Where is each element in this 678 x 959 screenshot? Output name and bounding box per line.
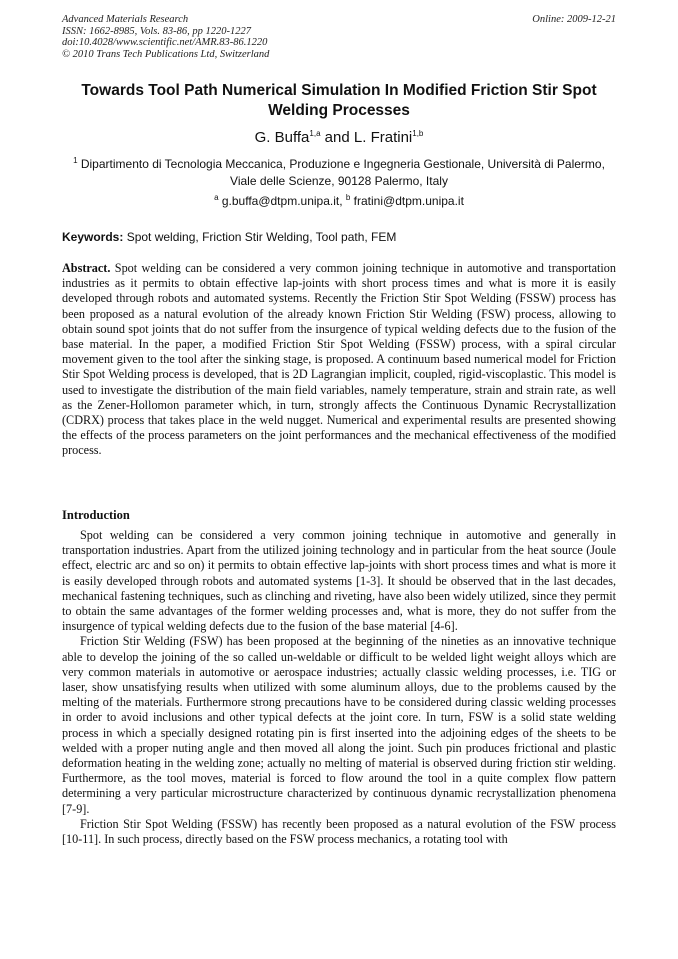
paragraph: Friction Stir Welding (FSW) has been proposed at the beginning of the nineties as an innovative technique able to develop the joining of the so called un-weldable or difficult to be welded light weight alloys which are very common materials in automotive or aerospace industries; actually classic welding processes, i.e. TIG or laser, show unsatisfying results when utilized with some aluminum alloys, due to the problems caused by the melting of the materials. Furthermore strong precautions have to be considered during classic welding processes in order to avoid inclusions and other typical defects at the joint core. In turn, FSW is a solid state welding process in which a specially designed rotating pin is first inserted into the adjoining edges of the sheets to be welded with a proper nuting angle and then moved all along the joint. Such pin produces frictional and plastic deformation heating in the welding zone; actually no melting of material is observed during friction stir welding. Furthermore, as the tool moves, material is forced to flow around the tool in a quite complex flow pattern determining a very particular microstructure characterized by continuous dynamic recrystallization phenomena [7-9].: [62, 634, 616, 816]
abstract-label: Abstract.: [62, 261, 111, 275]
paragraph: Friction Stir Spot Welding (FSSW) has recently been proposed as a natural evolution of the FSW process [10-11]. In such process, directly based on the FSW process mechanics, a rotating tool with: [62, 816, 616, 847]
author-name: L. Fratini: [353, 129, 413, 146]
keywords-text: Spot welding, Friction Stir Welding, Tool path, FEM: [123, 230, 397, 244]
email-line: [62, 193, 616, 209]
keywords: [62, 229, 616, 245]
author-affil-marker: 1,b: [412, 129, 424, 138]
paper-title: Towards Tool Path Numerical Simulation In Modified Friction Stir Spot Welding Processes: [81, 82, 597, 119]
affiliation-marker: 1: [73, 156, 78, 165]
affiliation: [70, 156, 608, 189]
author-name: G. Buffa: [254, 129, 310, 146]
journal-name: Advanced Materials Research: [62, 14, 189, 25]
abstract: [62, 261, 616, 459]
doi-line: doi:10.4028/www.scientific.net/AMR.83-86.1220: [62, 37, 268, 48]
email-address: g.buffa@dtpm.unipa.it,: [218, 194, 346, 208]
author-line: [62, 129, 616, 147]
keywords-label: Keywords:: [62, 230, 124, 244]
copyright-line: © 2010 Trans Tech Publications Ltd, Switzerland: [62, 48, 270, 60]
author-affil-marker: 1,a: [309, 129, 321, 138]
abstract-text: Spot welding can be considered a very common joining technique in automotive and transportation industries as it permits to obtain effective lap-joints with short process times and what is more it is easily developed through robots and automated systems. Recently the Friction Stir Spot Welding (FSSW) process has been proposed as a natural evolution of the already known Friction Stir Welding (FSW) process, allowing to obtain sound spot joints that do not suffer from the insurgence of typical welding defects due to the fusion of the base material. In the paper, a modified Friction Stir Spot Welding (FSSW) process, with a spiral circular movement given to the tool after the sinking stage, is proposed. A continuum based numerical model for Friction Stir Spot Welding process is developed, that is 2D Lagrangian implicit, coupled, rigid-viscoplastic. This model is used to investigate the distribution of the main field variables, namely temperature, strain and strain rate, as well as the Zener-Hollomon parameter which, in turn, strongly affects the Continuous Dynamic Recrystallization (CDRX) process that takes place in the weld nugget. Numerical and experimental results are presented showing the effects of the process parameters on the joint performances and the mechanical effectiveness of the modified process.: [62, 261, 616, 458]
issn-line: ISSN: 1662-8985, Vols. 83-86, pp 1220-1227: [62, 25, 251, 37]
email-marker: b: [345, 193, 351, 202]
section-heading: Introduction: [62, 508, 130, 522]
online-date: Online: 2009-12-21: [532, 14, 616, 25]
email-address: fratini@dtpm.unipa.it: [350, 194, 464, 208]
journal-header: [62, 14, 482, 60]
introduction-body: [62, 528, 616, 847]
author-conjunction: and: [320, 129, 354, 146]
affiliation-text: Dipartimento di Tecnologia Meccanica, Produzione e Ingegneria Gestionale, Università di Palermo, Viale delle Scienze, 90128 Palermo, Italy: [77, 157, 605, 188]
email-marker: a: [214, 193, 219, 202]
paragraph: Spot welding can be considered a very common joining technique in automotive and generally in transportation industries. Apart from the utilized joining technology and in particular from the heat source (Joule effect, electric arc and so on) it permits to obtain effective lap-joints with short process times and what is more it is easily developed through robots and automated systems [1-3]. It should be observed that in the last decades, mechanical fastening techniques, such as clinching and riveting, have also been widely utilized, since they permit to obtain the same advantages of the former welding processes and, what is more, they do not suffer from the insurgence of typical welding defects due to the fusion of the base material [4-6].: [62, 528, 616, 634]
